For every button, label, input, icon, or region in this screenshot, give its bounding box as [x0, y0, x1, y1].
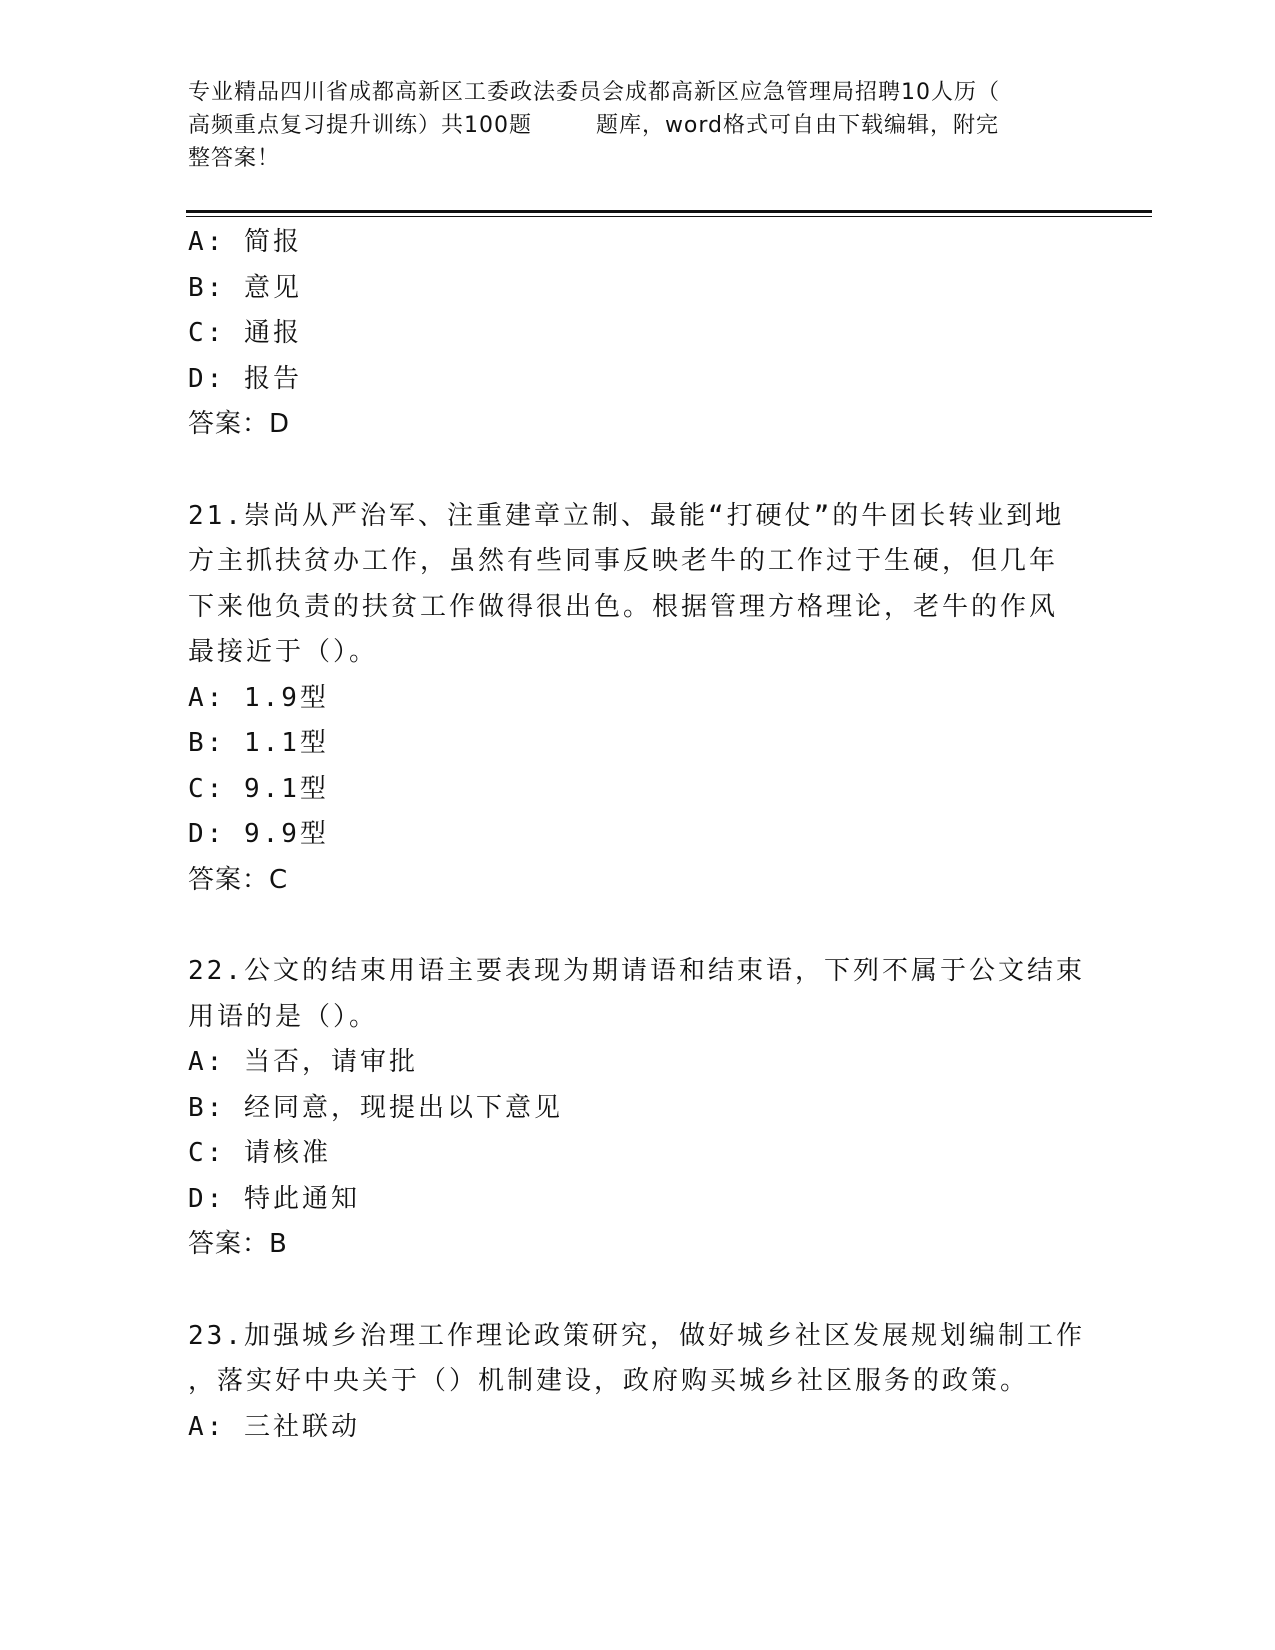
header-line: 高频重点复习提升训练）共100题 题库，word格式可自由下载编辑，附完: [188, 113, 1000, 138]
answer: 答案：B: [188, 1229, 288, 1259]
option-c: C: 9.1型: [188, 773, 329, 804]
question-22: [188, 949, 1088, 1268]
option-d: D: 报告: [188, 363, 302, 394]
option-b: B: 1.1型: [188, 728, 329, 758]
option-c: C: 通报: [188, 318, 302, 348]
question-stem-line: 方主抓扶贫办工作，虽然有些同事反映老牛的工作过于生硬，但几年: [188, 546, 1059, 576]
header-divider-thin: [186, 216, 1152, 217]
question-stem-line: 23.加强城乡治理工作理论政策研究，做好城乡社区发展规划编制工作: [188, 1320, 1085, 1351]
question-stem-line: 用语的是（）。: [188, 1001, 379, 1032]
option-b: B: 意见: [188, 272, 302, 303]
answer: 答案：C: [188, 864, 289, 895]
spacer: [188, 448, 1088, 494]
question-list: [188, 220, 1088, 1450]
option-d: D: 9.9型: [188, 819, 329, 849]
spacer: [188, 1268, 1088, 1314]
header-divider-thick: [186, 210, 1152, 213]
question-stem-line: 22.公文的结束用语主要表现为期请语和结束语，下列不属于公文结束: [188, 956, 1085, 986]
header-line: 整答案！: [188, 146, 281, 171]
option-a: A: 简报: [188, 227, 302, 257]
question-23: [188, 1314, 1088, 1451]
question-20-tail: [188, 220, 1088, 448]
question-stem-line: ，落实好中央关于（）机制建设，政府购买城乡社区服务的政策。: [188, 1366, 1030, 1396]
answer: 答案：D: [188, 409, 291, 439]
option-d: D: 特此通知: [188, 1183, 360, 1214]
header-line: 专业精品四川省成都高新区工委政法委员会成都高新区应急管理局招聘10人历（: [188, 80, 1000, 105]
option-a: A: 1.9型: [188, 682, 329, 713]
option-a: A: 当否，请审批: [188, 1047, 418, 1077]
question-stem-line: 21.崇尚从严治军、注重建章立制、最能“打硬仗”的牛团长转业到地: [188, 500, 1065, 531]
document-header: [188, 76, 1068, 175]
option-a: A: 三社联动: [188, 1411, 360, 1442]
option-c: C: 请核准: [188, 1138, 331, 1168]
question-21: [188, 494, 1088, 904]
question-stem-line: 最接近于（）。: [188, 637, 379, 667]
question-stem-line: 下来他负责的扶贫工作做得很出色。根据管理方格理论，老牛的作风: [188, 591, 1059, 622]
option-b: B: 经同意，现提出以下意见: [188, 1092, 563, 1123]
spacer: [188, 903, 1088, 949]
